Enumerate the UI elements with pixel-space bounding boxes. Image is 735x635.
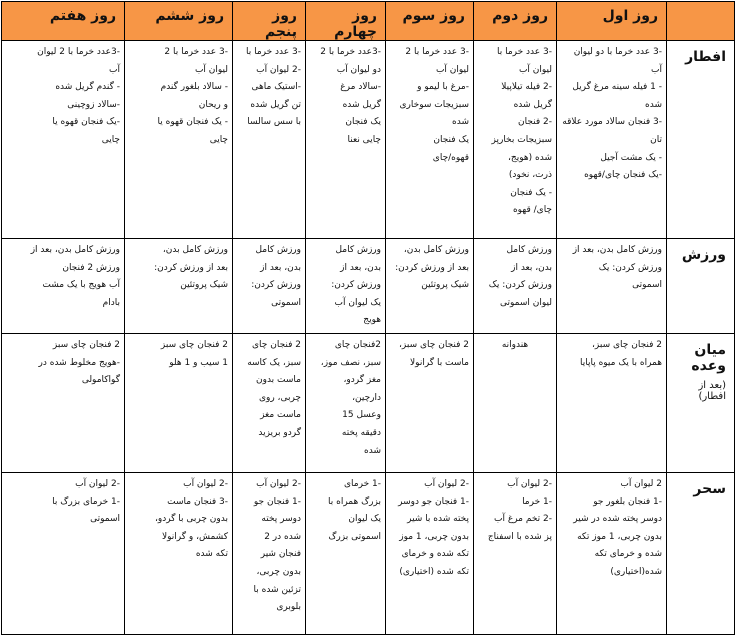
meal-cell-line: -1 خرمای bbox=[344, 479, 381, 489]
meal-cell-line: پخته شده با شیر bbox=[407, 514, 469, 525]
meal-cell-line: بدون چربی، bbox=[256, 566, 301, 577]
meal-cell-line: و ریحان bbox=[198, 99, 228, 110]
meal-cell-line: پز شده با اسفناج bbox=[487, 531, 552, 542]
meal-cell-line: -سالاد زوچینی bbox=[67, 99, 120, 110]
day-header: روز ششم bbox=[125, 2, 233, 41]
meal-cell-line: آب هویج با یک مشت bbox=[42, 280, 120, 291]
meal-cell-line: بزرگ همراه با bbox=[328, 496, 381, 507]
day-header: روز چهارم bbox=[306, 2, 386, 41]
meal-cell bbox=[2, 473, 125, 635]
meal-cell-line: وعسل 15 bbox=[342, 410, 381, 421]
row-label: ورزش bbox=[681, 247, 726, 263]
day-header: روز اول bbox=[557, 2, 667, 41]
meal-cell-line: -3 عدد خرما با 2 bbox=[405, 47, 469, 57]
meal-cell bbox=[2, 239, 125, 334]
meal-cell-line: ماست مغز bbox=[260, 410, 301, 421]
meal-cell bbox=[474, 334, 557, 473]
meal-cell-line: 2 فنجان چای سبز، bbox=[592, 340, 662, 350]
meal-cell-line: بلوبری bbox=[276, 602, 301, 613]
meal-cell-line: ورزش کردن: یک bbox=[598, 262, 662, 273]
meal-cell-line: کشمش، و گرانولا bbox=[161, 531, 228, 542]
meal-cell-line: -3 فنجان ماست bbox=[167, 496, 228, 507]
meal-cell-line: ورزش کامل bbox=[335, 245, 381, 255]
meal-cell-line: -یک فنجان قهوه یا bbox=[52, 117, 120, 128]
meal-cell bbox=[474, 239, 557, 334]
meal-cell bbox=[474, 41, 557, 239]
meal-cell bbox=[557, 41, 667, 239]
meal-cell-line: -1 فنجان جو bbox=[253, 496, 301, 507]
meal-cell-line: -مرغ با لیمو و bbox=[417, 82, 469, 93]
meal-cell-line: - یک فنجان bbox=[510, 187, 552, 198]
meal-cell-line: یک لیوان آب bbox=[334, 297, 381, 308]
meal-cell-line: سبزیجات سوخاری bbox=[399, 99, 469, 110]
meal-cell-line: -3 عدد خرما با دو لیوان آب bbox=[573, 47, 662, 75]
meal-cell-line: لیوان آب bbox=[435, 64, 469, 75]
meal-row bbox=[2, 239, 735, 334]
meal-cell-line: چای/ قهوه bbox=[512, 205, 552, 216]
meal-cell-line: ورزش 2 فنجان bbox=[62, 262, 120, 273]
meal-cell-line: یک فنجان bbox=[345, 117, 381, 128]
meal-cell-line: یک لیوان bbox=[348, 514, 381, 525]
meal-cell-line: -3 عدد خرما با bbox=[496, 47, 552, 57]
meal-cell-line: دوسر پخته bbox=[261, 514, 301, 525]
row-header bbox=[667, 473, 735, 635]
meal-cell-line: گواکامولی bbox=[81, 375, 120, 386]
meal-cell-line: دو لیوان آب bbox=[336, 64, 381, 75]
meal-cell-line: -1 خرما bbox=[522, 496, 552, 507]
row-label: میان وعده bbox=[691, 342, 726, 374]
meal-cell-line: سبز، نصف موز، bbox=[320, 357, 381, 368]
meal-cell-line: شده bbox=[452, 117, 469, 128]
meal-cell-line: 2 فنجان چای سبز bbox=[160, 340, 228, 350]
meal-cell-line: -2 لیوان آب bbox=[507, 479, 552, 489]
meal-cell-line: -2 فیله تیلاپیلا bbox=[501, 82, 552, 93]
meal-cell-line: لیوان آب bbox=[518, 64, 552, 75]
meal-cell-line: 2 فنجان چای سبز bbox=[52, 340, 120, 350]
meal-cell-line: ورزش کردن: bbox=[251, 280, 301, 291]
meal-cell-line: چایی bbox=[101, 134, 120, 145]
meal-cell-line: شده در 2 bbox=[264, 531, 301, 542]
row-label: سحر bbox=[693, 481, 726, 497]
meal-cell-line: تکه شده و خرمای bbox=[401, 549, 469, 560]
meal-cell-line: تکه شده (اختیاری) bbox=[399, 566, 469, 577]
meal-cell-line: -3عدد خرما با 2 لیوان bbox=[37, 47, 120, 57]
meal-cell-line: 2 لیوان آب bbox=[620, 479, 662, 489]
meal-cell bbox=[233, 41, 306, 239]
meal-cell-line: با سس سالسا bbox=[247, 117, 301, 128]
meal-cell-line: -استیک ماهی bbox=[251, 82, 301, 93]
meal-cell-line: 2 فنجان چای bbox=[252, 340, 301, 350]
meal-cell-line: فنجان شیر bbox=[260, 549, 301, 560]
meal-cell bbox=[386, 239, 474, 334]
meal-cell-line: اسموتی bbox=[90, 514, 120, 525]
meal-cell-line: شیک پروتئین bbox=[180, 280, 228, 291]
meal-cell-line: ورزش کامل بدن، bbox=[162, 245, 228, 255]
meal-cell-line: - یک فنجان قهوه یا bbox=[157, 117, 228, 128]
meal-cell-line: ماست با گرانولا bbox=[410, 357, 469, 368]
meal-cell bbox=[386, 334, 474, 473]
meal-cell bbox=[474, 473, 557, 635]
meal-cell-line: گریل شده bbox=[513, 99, 552, 110]
meal-row bbox=[2, 41, 735, 239]
meal-cell-line: چربی، روی bbox=[258, 392, 301, 403]
meal-cell-line: هندوانه bbox=[501, 340, 529, 350]
meal-cell-line: ورزش کامل bbox=[255, 245, 301, 255]
meal-row bbox=[2, 473, 735, 635]
meal-cell bbox=[233, 239, 306, 334]
meal-cell bbox=[557, 239, 667, 334]
meal-cell bbox=[2, 41, 125, 239]
meal-cell-line: بادام bbox=[102, 297, 120, 308]
meal-cell bbox=[125, 41, 233, 239]
meal-cell-line: -1 فنجان جو دوسر bbox=[398, 496, 469, 507]
day-header: روز سوم bbox=[386, 2, 474, 41]
row-sublabel: (بعد از افطار) bbox=[698, 380, 726, 402]
meal-cell-line: شده و خرمای تکه bbox=[594, 549, 662, 560]
meal-cell-line: -2 لیوان آب bbox=[75, 479, 120, 489]
meal-cell-line: -2 لیوان آب bbox=[183, 479, 228, 489]
meal-cell bbox=[386, 41, 474, 239]
meal-cell bbox=[557, 473, 667, 635]
meal-cell-line: -3عدد خرما با 2 bbox=[320, 47, 381, 57]
meal-cell-line: بدون چربی، 1 موز تکه bbox=[577, 531, 662, 542]
day-header: روز هفتم bbox=[2, 2, 125, 41]
meal-cell-line: -3 فنجان سالاد مورد علاقه تان bbox=[562, 117, 662, 145]
meal-cell-line: - گندم گریل شده bbox=[55, 82, 120, 93]
meal-cell-line: بدون چربی، 1 موز bbox=[399, 531, 469, 542]
meal-cell-line: یک فنجان bbox=[433, 134, 469, 145]
meal-cell-line: -1 خرمای بزرگ با bbox=[52, 496, 120, 507]
meal-cell-line: دوسر پخته شده در شیر bbox=[573, 514, 662, 525]
meal-cell-line: -3 عدد خرما با 2 bbox=[164, 47, 228, 57]
meal-cell-line: شده (هویج، bbox=[508, 152, 552, 163]
meal-cell-line: اسموتی bbox=[632, 280, 662, 291]
row-header bbox=[667, 334, 735, 473]
meal-cell-line: چایی نعنا bbox=[347, 134, 381, 145]
meal-cell-line: قهوه/چای bbox=[432, 152, 469, 163]
meal-cell-line: لیوان آب bbox=[194, 64, 228, 75]
meal-cell-line: سبزیجات بخارپز bbox=[491, 134, 552, 145]
meal-cell-line: گردو بریزید bbox=[258, 427, 301, 438]
meal-cell-line: 2 فنجان چای سبز، bbox=[399, 340, 469, 350]
meal-cell-line: -2 لیوان آب bbox=[424, 479, 469, 489]
meal-cell-line: - 1 فیله سینه مرغ گریل شده bbox=[572, 82, 662, 110]
meal-cell-line: بدن، بعد از bbox=[511, 262, 552, 273]
meal-cell-line: تزئین شده با bbox=[253, 584, 301, 595]
meal-cell-line: چایی bbox=[209, 134, 228, 145]
meal-cell bbox=[125, 239, 233, 334]
meal-cell-line: ورزش کامل bbox=[506, 245, 552, 255]
meal-cell-line: 2فنجان چای bbox=[334, 340, 381, 350]
row-header bbox=[667, 239, 735, 334]
meal-cell bbox=[306, 239, 386, 334]
meal-cell-line: بدون چربی با گردو، bbox=[154, 514, 228, 525]
meal-cell-line: تکه شده bbox=[195, 549, 228, 560]
meal-cell-line: -هویج مخلوط شده در bbox=[38, 357, 120, 368]
meal-cell-line: -یک فنجان چای/قهوه bbox=[584, 170, 662, 181]
meal-cell-line: آب bbox=[109, 64, 120, 75]
meal-cell bbox=[386, 473, 474, 635]
corner-cell bbox=[667, 2, 735, 41]
meal-cell-line: ورزش کردن: یک bbox=[488, 280, 552, 291]
meal-cell-line: لیوان اسموتی bbox=[500, 297, 552, 308]
meal-cell-line: ماست بدون bbox=[256, 375, 301, 386]
meal-cell-line: -3 عدد خرما با bbox=[245, 47, 301, 57]
meal-cell bbox=[2, 334, 125, 473]
meal-cell-line: اسموتی bbox=[271, 297, 301, 308]
meal-cell-line: -1 فنجان بلغور جو bbox=[593, 496, 662, 507]
meal-cell-line: بعد از ورزش کردن: bbox=[395, 262, 469, 273]
meal-cell-line: ورزش کامل بدن، bbox=[403, 245, 469, 255]
meal-cell-line: -2 فنجان bbox=[517, 117, 552, 128]
meal-cell bbox=[306, 473, 386, 635]
meal-cell-line: دارچین، bbox=[352, 392, 381, 403]
meal-cell-line: ذرت، نخود) bbox=[508, 170, 552, 181]
meal-cell bbox=[233, 473, 306, 635]
meal-cell-line: - سالاد بلغور گندم bbox=[160, 82, 228, 93]
meal-cell bbox=[233, 334, 306, 473]
meal-cell-line: ورزش کامل بدن، بعد از bbox=[572, 245, 662, 255]
meal-cell-line: گریل شده bbox=[342, 99, 381, 110]
meal-cell-line: بعد از ورزش کردن: bbox=[154, 262, 228, 273]
meal-cell-line: شیک پروتئین bbox=[421, 280, 469, 291]
meal-cell-line: ورزش کامل بدن، بعد از bbox=[30, 245, 120, 255]
meal-cell-line: اسموتی بزرگ bbox=[328, 531, 381, 542]
meal-cell-line: همراه با یک میوه پاپایا bbox=[579, 357, 662, 368]
day-header: روز دوم bbox=[474, 2, 557, 41]
meal-cell-line: -سالاد مرغ bbox=[340, 82, 381, 93]
meal-cell-line: سبز، یک کاسه bbox=[247, 357, 301, 368]
meal-cell-line: شده(اختیاری) bbox=[610, 566, 662, 577]
meal-cell-line: بدن، بعد از bbox=[340, 262, 381, 273]
meal-cell bbox=[306, 334, 386, 473]
meal-cell bbox=[125, 334, 233, 473]
meal-cell-line: شده bbox=[364, 445, 381, 456]
meal-cell-line: -2 لیوان آب bbox=[256, 479, 301, 489]
meal-row bbox=[2, 334, 735, 473]
meal-cell bbox=[125, 473, 233, 635]
meal-cell bbox=[306, 41, 386, 239]
row-label: افطار bbox=[685, 49, 726, 65]
meal-cell-line: تن گریل شده bbox=[250, 99, 301, 110]
meal-cell-line: دقیقه پخته bbox=[341, 427, 381, 438]
meal-cell-line: - یک مشت آجیل bbox=[600, 152, 662, 163]
day-header: روز پنجم bbox=[233, 2, 306, 41]
row-header bbox=[667, 41, 735, 239]
meal-cell-line: مغز گردو، bbox=[343, 375, 381, 386]
meal-cell-line: هویج bbox=[363, 315, 381, 326]
meal-plan-table bbox=[1, 1, 735, 635]
meal-cell-line: 1 سیب و 1 هلو bbox=[169, 357, 228, 368]
meal-cell-line: ورزش کردن: bbox=[331, 280, 381, 291]
header-row bbox=[2, 2, 735, 41]
meal-cell bbox=[557, 334, 667, 473]
meal-cell-line: -2 لیوان آب bbox=[256, 64, 301, 75]
meal-cell-line: -2 تخم مرغ آب bbox=[493, 514, 552, 525]
meal-cell-line: بدن، بعد از bbox=[260, 262, 301, 273]
